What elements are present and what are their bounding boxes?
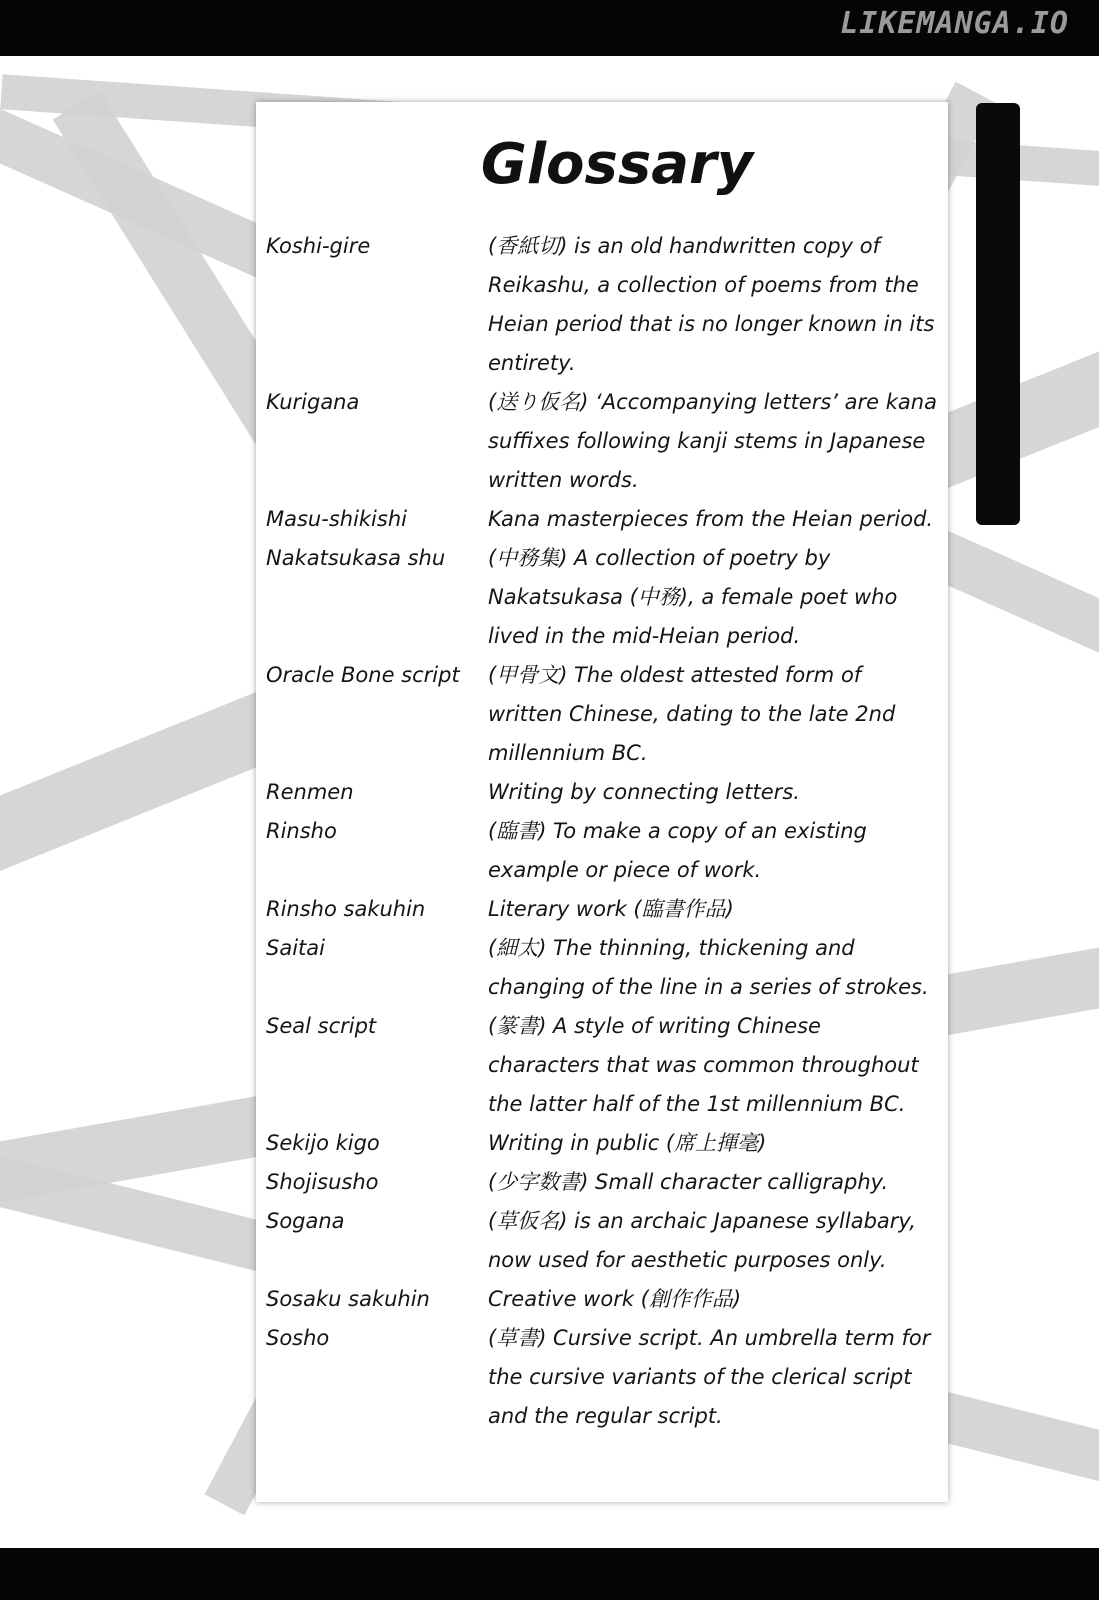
glossary-entry bbox=[266, 929, 938, 1007]
glossary-term: Sosho bbox=[266, 1326, 330, 1350]
glossary-definition: Kana masterpieces from the Heian period. bbox=[488, 507, 934, 531]
glossary-term: Kurigana bbox=[266, 390, 360, 414]
glossary-list bbox=[266, 227, 938, 1436]
glossary-entry bbox=[266, 227, 938, 383]
glossary-term: Sogana bbox=[266, 1209, 345, 1233]
glossary-definition: Creative work (創作作品) bbox=[488, 1287, 742, 1311]
glossary-entry bbox=[266, 773, 938, 812]
glossary-term: Koshi-gire bbox=[266, 234, 371, 258]
glossary-entry bbox=[266, 1319, 938, 1436]
glossary-definition: (細太) The thinning, thickening and changing of the line in a series of strokes. bbox=[488, 936, 929, 999]
glossary-definition: Writing in public (席上揮毫) bbox=[488, 1131, 767, 1155]
glossary-entry bbox=[266, 890, 938, 929]
glossary-term: Renmen bbox=[266, 780, 354, 804]
glossary-definition: (中務集) A collection of poetry by Nakatsukasa (中務), a female poet who lived in the mid-Heian period. bbox=[488, 546, 898, 648]
glossary-entry bbox=[266, 656, 938, 773]
glossary-term: Shojisusho bbox=[266, 1170, 379, 1194]
glossary-entry bbox=[266, 500, 938, 539]
glossary-title: Glossary bbox=[480, 132, 754, 197]
glossary-definition: (香紙切) is an old handwritten copy of Reikashu, a collection of poems from the Heian period that is no longer known in its entirety. bbox=[488, 234, 935, 375]
glossary-entry bbox=[266, 1280, 938, 1319]
glossary-term: Nakatsukasa shu bbox=[266, 546, 446, 570]
glossary-definition: (篆書) A style of writing Chinese characters that was common throughout the latter half of the 1st millennium BC. bbox=[488, 1014, 919, 1116]
glossary-term: Sekijo kigo bbox=[266, 1131, 380, 1155]
glossary-term: Masu-shikishi bbox=[266, 507, 407, 531]
glossary-definition: (送り仮名) ‘Accompanying letters’ are kana suffixes following kanji stems in Japanese written words. bbox=[488, 390, 937, 492]
glossary-definition: (甲骨文) The oldest attested form of written Chinese, dating to the late 2nd millennium BC. bbox=[488, 663, 896, 765]
glossary-entry bbox=[266, 1202, 938, 1280]
glossary-definition: (草仮名) is an archaic Japanese syllabary, now used for aesthetic purposes only. bbox=[488, 1209, 916, 1272]
watermark: LIKEMANGA.IO bbox=[840, 6, 1069, 41]
glossary-definition: Writing by connecting letters. bbox=[488, 780, 800, 804]
glossary-entry bbox=[266, 1007, 938, 1124]
glossary-term: Seal script bbox=[266, 1014, 377, 1038]
glossary-definition: (草書) Cursive script. An umbrella term for the cursive variants of the clerical script and the regular script. bbox=[488, 1326, 931, 1428]
bottom-bar bbox=[0, 1548, 1099, 1600]
glossary-definition: Literary work (臨書作品) bbox=[488, 897, 734, 921]
glossary-panel bbox=[256, 102, 948, 1502]
glossary-entry bbox=[266, 1124, 938, 1163]
glossary-entry bbox=[266, 539, 938, 656]
glossary-definition: (少字数書) Small character calligraphy. bbox=[488, 1170, 889, 1194]
glossary-entry bbox=[266, 383, 938, 500]
glossary-entry bbox=[266, 812, 938, 890]
glossary-term: Rinsho bbox=[266, 819, 337, 843]
glossary-term: Rinsho sakuhin bbox=[266, 897, 426, 921]
top-bar bbox=[0, 0, 1099, 56]
glossary-term: Saitai bbox=[266, 936, 325, 960]
glossary-definition: (臨書) To make a copy of an existing example or piece of work. bbox=[488, 819, 867, 882]
glossary-term: Sosaku sakuhin bbox=[266, 1287, 430, 1311]
side-tab-marker bbox=[976, 103, 1020, 525]
glossary-term: Oracle Bone script bbox=[266, 663, 460, 687]
glossary-entry bbox=[266, 1163, 938, 1202]
